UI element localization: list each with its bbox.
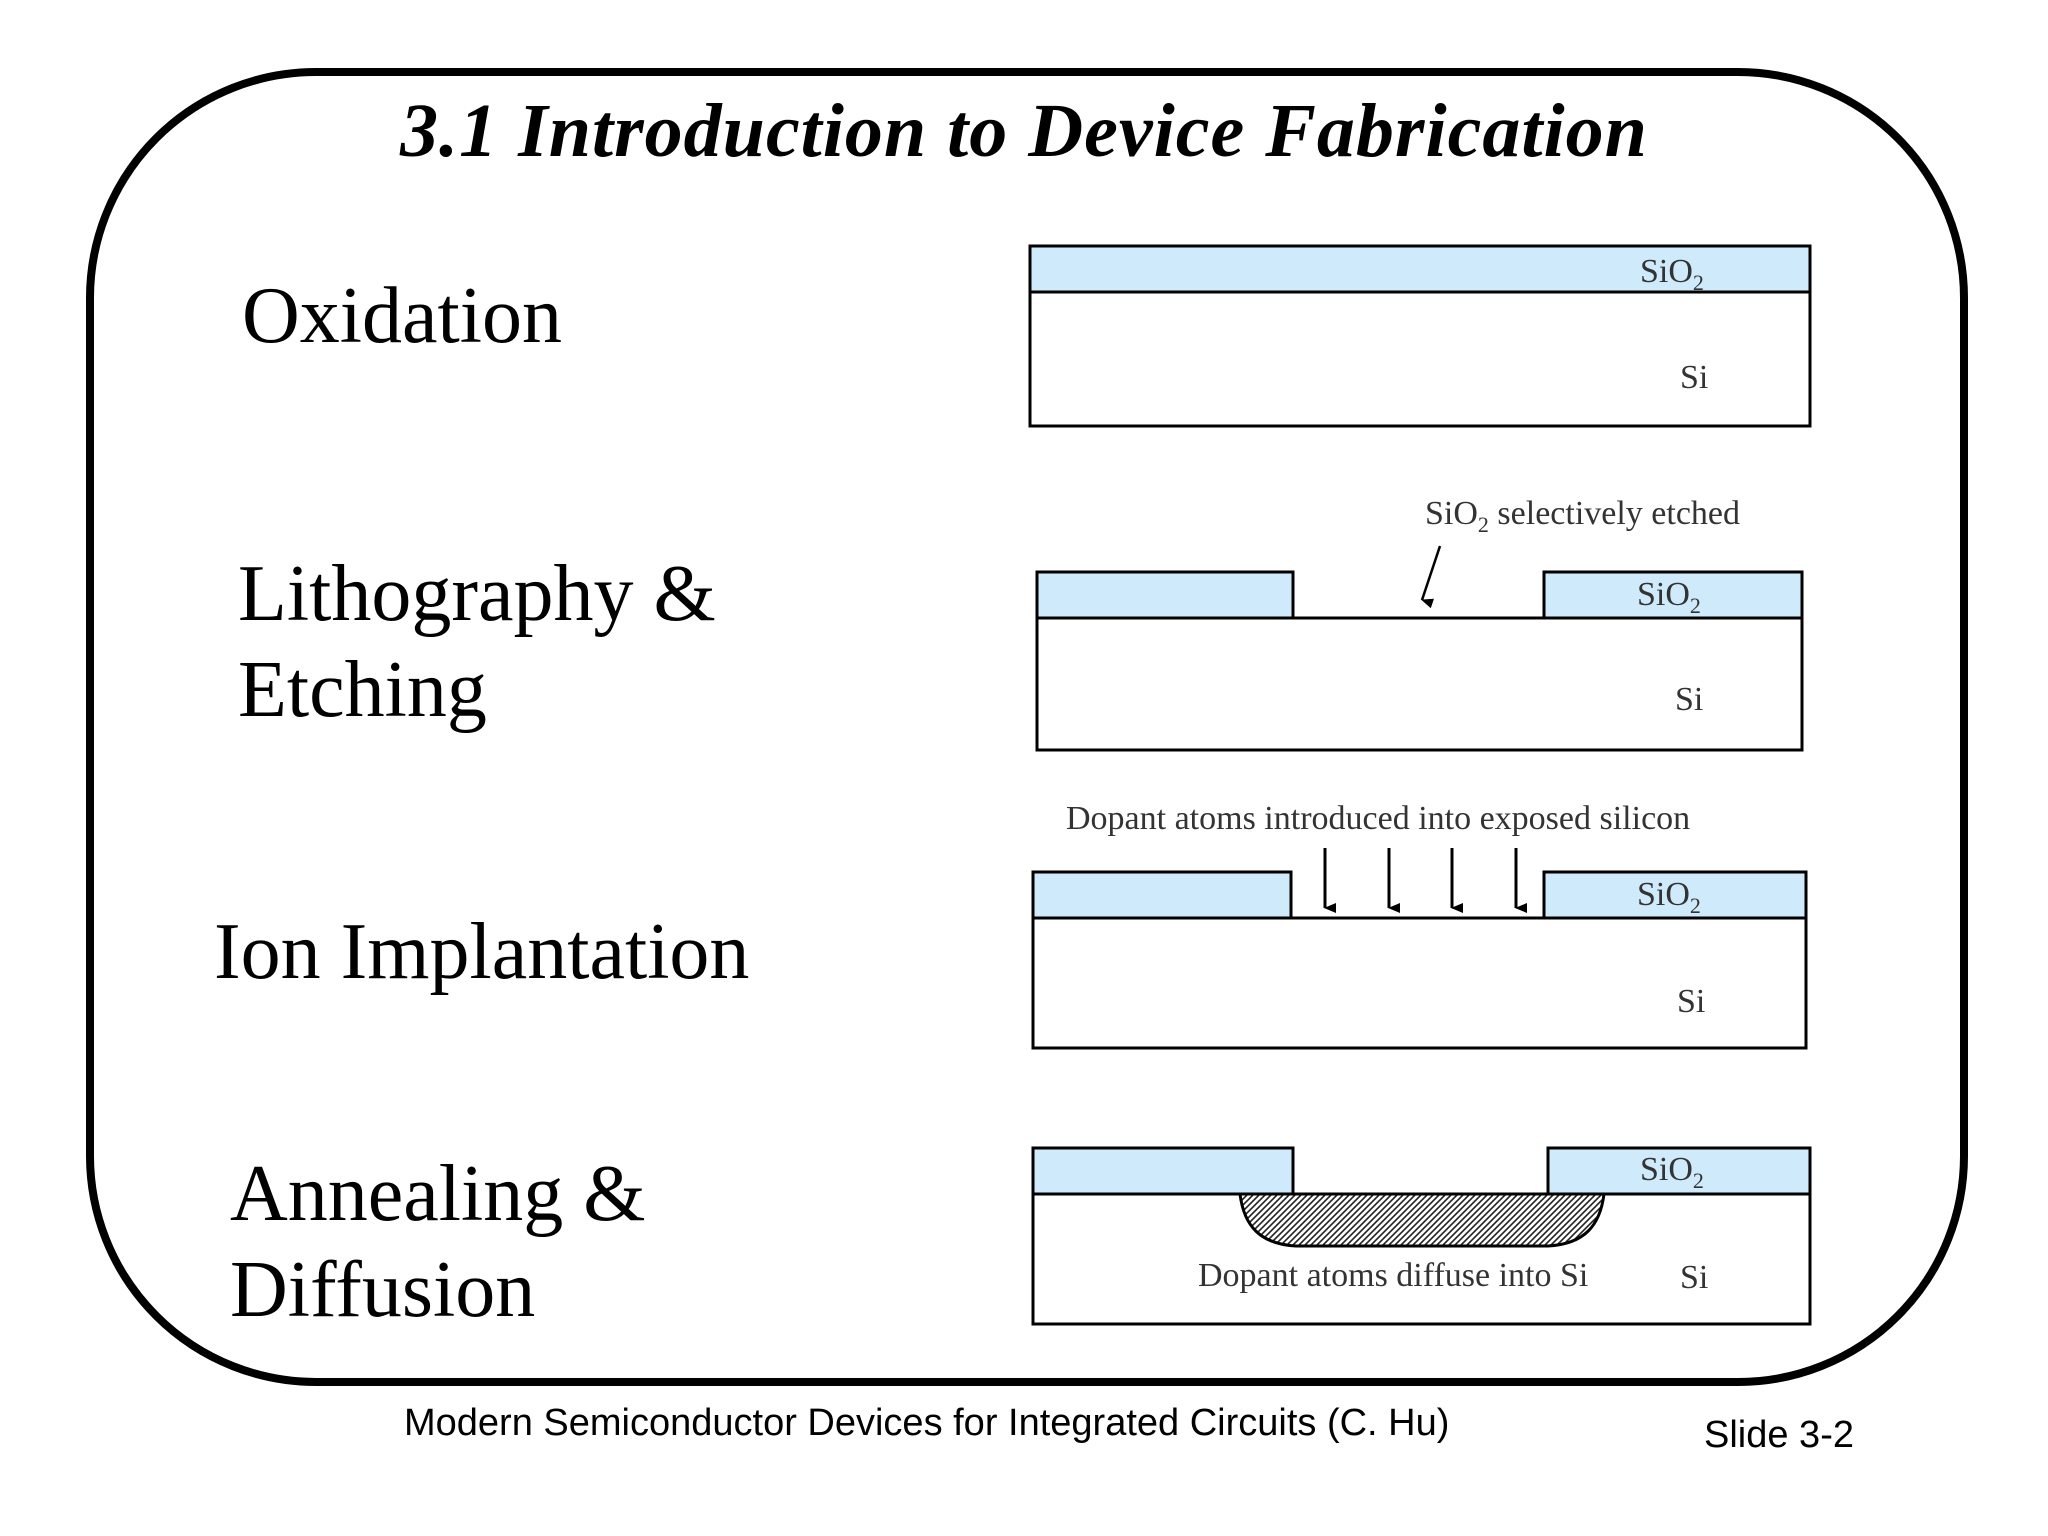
slide-title: 3.1 Introduction to Device Fabrication <box>400 89 1648 173</box>
step-annealing-line1: Annealing & <box>230 1150 646 1238</box>
etched-arrow <box>1422 546 1440 600</box>
oxide-left <box>1033 872 1291 918</box>
slide-number: Slide 3-2 <box>1704 1414 1854 1456</box>
step-annealing-line2: Diffusion <box>230 1246 536 1334</box>
implantation-diagram <box>1033 800 1806 1048</box>
diffusion-diagram <box>1033 1148 1810 1324</box>
etched-note: SiO$_2$ selectively etched <box>1425 495 1741 537</box>
oxidation-diagram <box>1030 246 1810 426</box>
oxide-left <box>1037 572 1293 618</box>
silicon-label: Si <box>1680 359 1709 396</box>
step-lithography-line2: Etching <box>238 646 487 734</box>
diffuse-note: Dopant atoms diffuse into Si <box>1198 1257 1589 1294</box>
silicon-label: Si <box>1677 983 1706 1020</box>
implant-note: Dopant atoms introduced into exposed silicon <box>1066 800 1691 837</box>
oxide-left <box>1033 1148 1293 1194</box>
silicon-label: Si <box>1680 1259 1709 1296</box>
footer-book-title: Modern Semiconductor Devices for Integrated Circuits (C. Hu) <box>404 1402 1450 1444</box>
step-oxidation-label: Oxidation <box>242 272 562 360</box>
lithography-diagram <box>1037 495 1802 750</box>
step-lithography-line1: Lithography & <box>238 550 716 638</box>
silicon-label: Si <box>1675 681 1704 718</box>
diffused-region <box>1240 1194 1604 1246</box>
oxide-label: SiO$_2$ <box>1637 876 1701 918</box>
oxide-label: SiO$_2$ <box>1637 576 1701 618</box>
oxide-label: SiO$_2$ <box>1640 1151 1704 1193</box>
oxide-label: SiO$_2$ <box>1640 253 1704 295</box>
step-ion-implantation-label: Ion Implantation <box>214 908 750 996</box>
